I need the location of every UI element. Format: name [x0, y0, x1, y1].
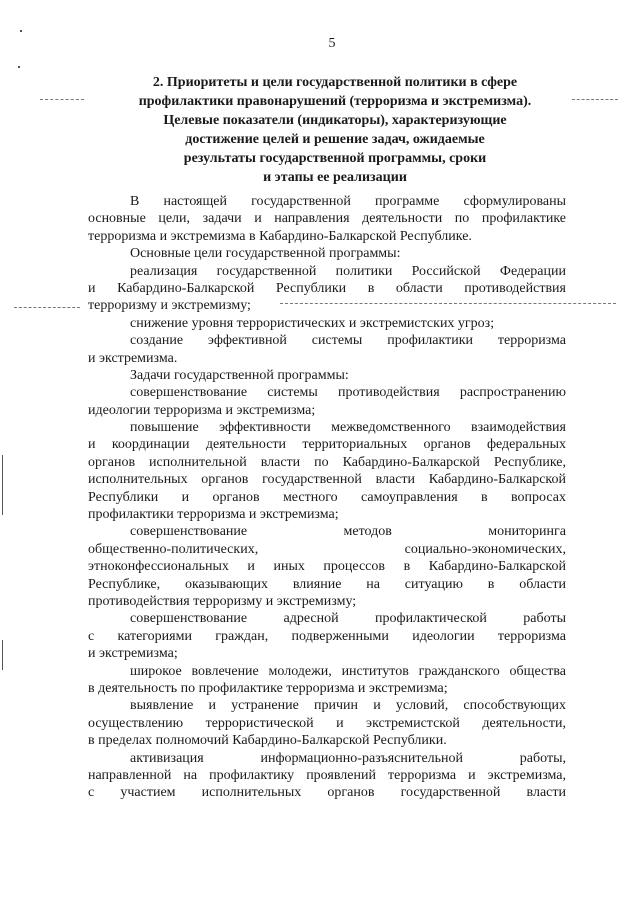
text-line: Основные цели государственной программы: [130, 246, 401, 262]
text-line: выявление и устранение причин и условий, способствующих [130, 698, 566, 714]
text-line: и Кабардино-Балкарской Республики в области противодействия [88, 280, 566, 296]
text-line: и экстремизма; [88, 646, 178, 662]
text-line: противодействия терроризму и экстремизму; [88, 593, 357, 609]
text-line: общественно-политических, социально-экономических, [88, 541, 566, 557]
text-line: реализация государственной политики Российской Федерации [130, 263, 566, 279]
text-line: направленной на профилактику проявлений терроризма и экстремизма, [88, 767, 566, 783]
text-line: и координации деятельности территориальных органов федеральных [88, 437, 566, 453]
text-line: совершенствование адресной профилактической работы [130, 611, 566, 627]
text-line: терроризма и экстремизма в Кабардино-Балкарской Республике. [88, 228, 472, 244]
scan-mark-margin-lower [2, 640, 3, 670]
dash-line-heading-left [40, 99, 84, 100]
text-line: Задачи государственной программы: [130, 367, 349, 383]
text-line: совершенствование системы противодействия распространению [130, 385, 566, 401]
page-number: 5 [328, 36, 336, 51]
text-line: Республике, оказывающих влияние на ситуацию в области [88, 576, 566, 592]
text-line: с категориями граждан, подверженными идеологии терроризма [88, 628, 566, 644]
text-line: создание эффективной системы профилактики терроризма [130, 333, 566, 349]
text-line: широкое вовлечение молодежи, институтов гражданского общества [130, 663, 566, 679]
text-line: совершенствование методов мониторинга [130, 524, 566, 540]
text-line: осуществлению террористической и экстремистской деятельности, [88, 715, 566, 731]
text-line: В настоящей государственной программе сформулированы [130, 194, 566, 209]
heading-line: 2. Приоритеты и цели государственной политики в сфере [152, 75, 518, 90]
text-line: в деятельность по профилактике терроризма и экстремизма; [88, 680, 448, 696]
text-line: снижение уровня террористических и экстремистских угроз; [130, 315, 495, 331]
text-line: и экстремизма. [88, 350, 178, 366]
text-line: с участием исполнительных органов государственной власти [88, 785, 566, 801]
text-line: повышение эффективности межведомственного взаимодействия [130, 420, 566, 436]
heading-line: Целевые показатели (индикаторы), характеризующие [163, 113, 507, 128]
scan-mark-margin [2, 455, 3, 515]
scan-mark-left [18, 66, 20, 68]
heading-line: и этапы ее реализации [263, 170, 407, 185]
text-line: идеологии терроризма и экстремизма; [88, 402, 316, 418]
text-line: исполнительных органов государственной власти Кабардино-Балкарской [88, 472, 566, 488]
section-heading [90, 73, 580, 187]
text-line: органов исполнительной власти по Кабардино-Балкарской Республике, [88, 454, 566, 470]
text-line: основные цели, задачи и направления деятельности по профилактике [88, 211, 566, 227]
text-line: этноконфессиональных и иных процессов в Кабардино-Балкарской [88, 559, 566, 575]
text-line: Республики и органов местного самоуправления в вопросах [88, 489, 566, 505]
heading-line: результаты государственной программы, сроки [183, 151, 487, 166]
dash-line-body-left [14, 307, 80, 308]
text-line: активизация информационно-разъяснительной работы, [130, 750, 566, 766]
scan-mark-top-left [20, 30, 22, 32]
body-text [88, 193, 566, 802]
text-line: в пределах полномочий Кабардино-Балкарской Республики. [88, 733, 447, 749]
text-line: профилактики терроризма и экстремизма; [88, 507, 339, 523]
text-line: терроризму и экстремизму; [88, 298, 251, 314]
heading-line: достижение целей и решение задач, ожидаемые [185, 132, 485, 147]
heading-line: профилактики правонарушений (терроризма и экстремизма). [138, 94, 532, 109]
